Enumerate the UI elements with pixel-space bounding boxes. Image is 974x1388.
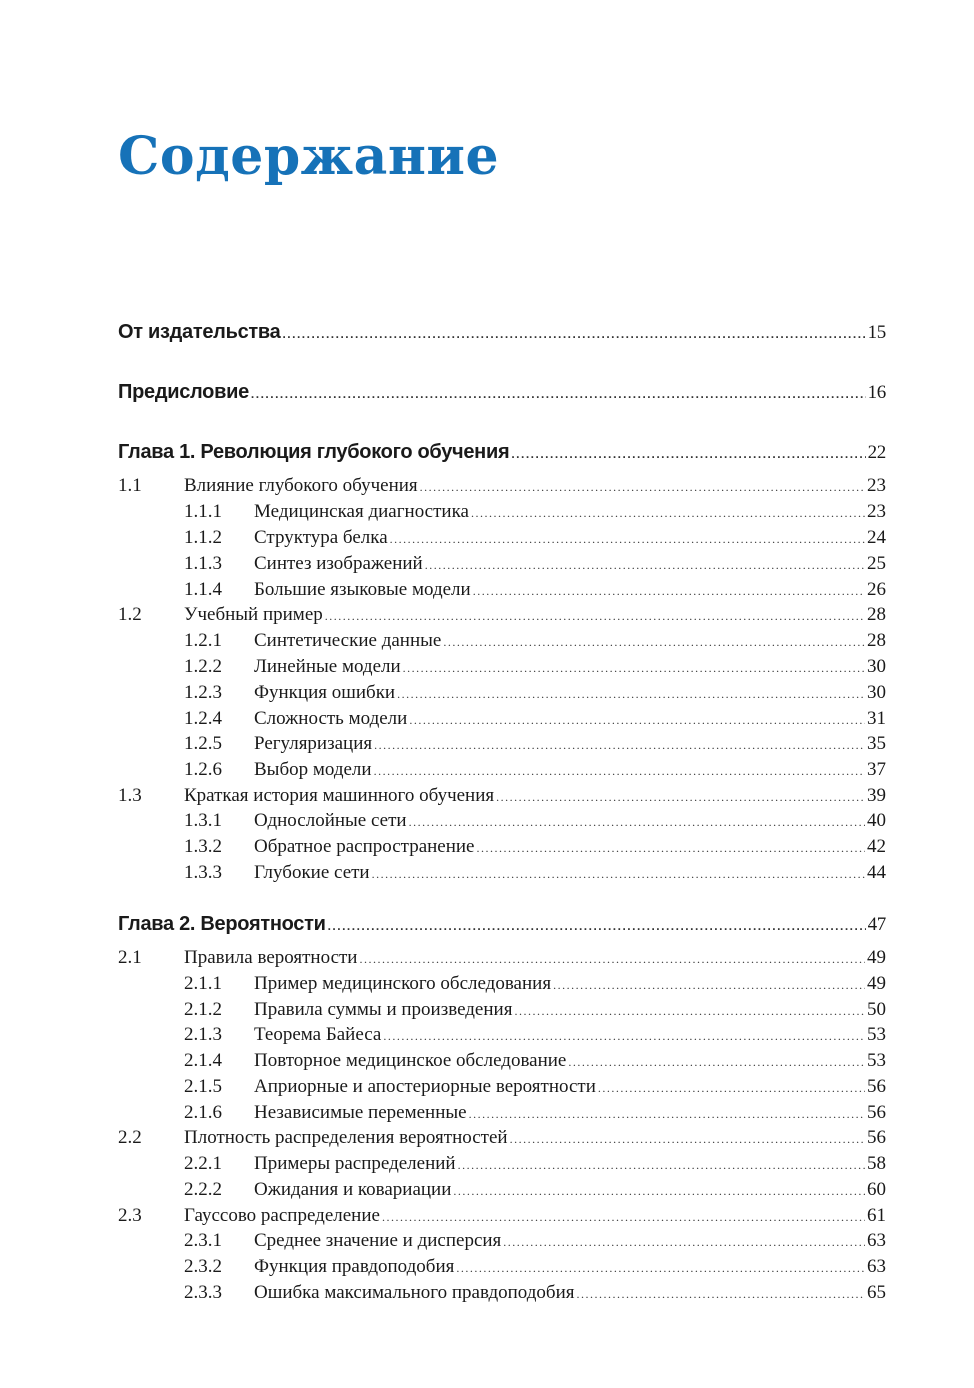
toc-entry-page: 56 [867, 1102, 886, 1123]
toc-entry-label: Правила вероятности [184, 947, 358, 968]
leader-dots [510, 1126, 865, 1152]
toc-entry-subsection[interactable] [118, 757, 886, 784]
toc-entry-number: 1.3.2 [184, 836, 222, 857]
toc-entry-label: Ошибка максимального правдоподобия [254, 1282, 575, 1303]
toc-entry-number: 2.2 [118, 1127, 142, 1148]
leader-dots [456, 1255, 865, 1281]
toc-entry-subsection[interactable] [118, 1254, 886, 1281]
toc-entry-number: 1.3 [118, 785, 142, 806]
toc-entry-page: 61 [867, 1205, 886, 1226]
toc-entry-label: Среднее значение и дисперсия [254, 1230, 502, 1251]
toc-entry-subsection[interactable] [118, 680, 886, 707]
toc-entry-page: 44 [867, 862, 886, 883]
toc-entry-section[interactable] [118, 1125, 886, 1152]
toc-entry-label: Влияние глубокого обучения [184, 475, 418, 496]
leader-dots [251, 381, 866, 407]
toc-entry-subsection[interactable] [118, 1048, 886, 1075]
toc-entry-page: 58 [867, 1153, 886, 1174]
leader-dots [374, 758, 865, 784]
toc-entry-front[interactable] [118, 319, 886, 347]
leader-dots [458, 1152, 865, 1178]
toc-entry-page: 23 [867, 475, 886, 496]
toc-entry-page: 53 [867, 1050, 886, 1071]
toc-entry-subsection[interactable] [118, 499, 886, 526]
toc-entry-number: 2.1.2 [184, 999, 222, 1020]
toc-entry-number: 1.2.3 [184, 682, 222, 703]
toc-entry-page: 53 [867, 1024, 886, 1045]
toc-entry-subsection[interactable] [118, 628, 886, 655]
leader-dots [577, 1281, 865, 1307]
leader-dots [397, 681, 865, 707]
toc-entry-number: 1.1 [118, 475, 142, 496]
toc-entry-number: 1.3.3 [184, 862, 222, 883]
toc-entry-number: 2.1 [118, 947, 142, 968]
toc-entry-label: Линейные модели [254, 656, 401, 677]
toc-entry-label: Глава 2. Вероятности [118, 913, 326, 935]
leader-dots [325, 603, 865, 629]
toc-entry-label: Однослойные сети [254, 810, 407, 831]
toc-entry-section[interactable] [118, 783, 886, 810]
leader-dots [372, 861, 865, 887]
leader-dots [598, 1075, 865, 1101]
toc-entry-page: 39 [867, 785, 886, 806]
toc-entry-page: 22 [867, 442, 886, 463]
toc-entry-subsection[interactable] [118, 731, 886, 758]
toc-entry-subsection[interactable] [118, 1074, 886, 1101]
leader-dots [496, 784, 865, 810]
leader-dots [359, 946, 865, 972]
toc-entry-page: 37 [867, 759, 886, 780]
toc-entry-label: Независимые переменные [254, 1102, 467, 1123]
toc-entry-section[interactable] [118, 945, 886, 972]
toc-entry-number: 1.1.2 [184, 527, 222, 548]
toc-entry-number: 1.3.1 [184, 810, 222, 831]
leader-dots [282, 321, 865, 347]
leader-dots [553, 972, 865, 998]
toc-entry-number: 1.2.1 [184, 630, 222, 651]
toc-entry-number: 1.2.6 [184, 759, 222, 780]
toc-entry-number: 2.3.2 [184, 1256, 222, 1277]
toc-entry-number: 1.1.1 [184, 501, 222, 522]
toc-entry-label: Функция ошибки [254, 682, 396, 703]
leader-dots [374, 732, 865, 758]
toc-entry-subsection[interactable] [118, 1177, 886, 1204]
page-title: Содержание [118, 126, 500, 187]
toc-entry-subsection[interactable] [118, 971, 886, 998]
toc-entry-page: 40 [867, 810, 886, 831]
toc-entry-number: 2.1.3 [184, 1024, 222, 1045]
toc-entry-label: Глубокие сети [254, 862, 370, 883]
toc-entry-label: Синтетические данные [254, 630, 442, 651]
toc-entry-page: 49 [867, 973, 886, 994]
toc-entry-label: Функция правдоподобия [254, 1256, 455, 1277]
leader-dots [443, 629, 865, 655]
toc-entry-label: Краткая история машинного обучения [184, 785, 495, 806]
toc-entry-label: Структура белка [254, 527, 388, 548]
toc-entry-number: 1.1.4 [184, 579, 222, 600]
toc-entry-label: Глава 1. Революция глубокого обучения [118, 441, 510, 463]
leader-dots [511, 441, 865, 467]
toc-entry-section[interactable] [118, 1203, 886, 1230]
toc-entry-number: 2.1.1 [184, 973, 222, 994]
toc-entry-page: 28 [867, 604, 886, 625]
toc-entry-label: Примеры распределений [254, 1153, 456, 1174]
toc-entry-subsection[interactable] [118, 577, 886, 604]
toc-entry-label: Большие языковые модели [254, 579, 471, 600]
toc-entry-subsection[interactable] [118, 997, 886, 1024]
toc-entry-subsection[interactable] [118, 706, 886, 733]
toc-entry-label: Обратное распространение [254, 836, 475, 857]
toc-entry-page: 60 [867, 1179, 886, 1200]
toc-entry-number: 1.2.4 [184, 708, 222, 729]
toc-entry-subsection[interactable] [118, 1280, 886, 1307]
leader-dots [568, 1049, 865, 1075]
toc-entry-number: 2.1.4 [184, 1050, 222, 1071]
toc-entry-label: Правила суммы и произведения [254, 999, 513, 1020]
toc-entry-label: Синтез изображений [254, 553, 423, 574]
toc-entry-page: 63 [867, 1230, 886, 1251]
leader-dots [425, 552, 865, 578]
toc-entry-page: 30 [867, 682, 886, 703]
toc-entry-number: 2.2.2 [184, 1179, 222, 1200]
toc-entry-label: Пример медицинского обследования [254, 973, 552, 994]
toc-entry-subsection[interactable] [118, 1151, 886, 1178]
toc-entry-label: Медицинская диагностика [254, 501, 469, 522]
toc-entry-page: 47 [867, 914, 886, 935]
toc-entry-number: 1.2.2 [184, 656, 222, 677]
toc-entry-subsection[interactable] [118, 860, 886, 887]
leader-dots [383, 1023, 865, 1049]
toc-entry-page: 28 [867, 630, 886, 651]
toc-entry-page: 50 [867, 999, 886, 1020]
toc-entry-number: 2.3 [118, 1205, 142, 1226]
toc-entry-label: Регуляризация [254, 733, 373, 754]
toc-entry-chapter[interactable] [118, 439, 886, 467]
leader-dots [328, 913, 866, 939]
leader-dots [409, 809, 865, 835]
leader-dots [403, 655, 865, 681]
leader-dots [382, 1204, 865, 1230]
toc-entry-label: Предисловие [118, 381, 249, 403]
toc-entry-number: 2.2.1 [184, 1153, 222, 1174]
toc-entry-front[interactable] [118, 379, 886, 407]
toc-entry-label: Повторное медицинское обследование [254, 1050, 567, 1071]
toc-entry-page: 31 [867, 708, 886, 729]
leader-dots [469, 1101, 865, 1127]
toc-entry-number: 1.2 [118, 604, 142, 625]
toc-entry-label: Ожидания и ковариации [254, 1179, 452, 1200]
toc-entry-page: 65 [867, 1282, 886, 1303]
toc-entry-page: 16 [867, 382, 886, 403]
toc-entry-number: 2.1.5 [184, 1076, 222, 1097]
toc-entry-page: 24 [867, 527, 886, 548]
leader-dots [409, 707, 865, 733]
toc-entry-label: Априорные и апостериорные вероятности [254, 1076, 596, 1097]
leader-dots [503, 1229, 865, 1255]
toc-entry-subsection[interactable] [118, 654, 886, 681]
toc-entry-number: 2.3.1 [184, 1230, 222, 1251]
toc-entry-number: 1.2.5 [184, 733, 222, 754]
leader-dots [473, 578, 865, 604]
toc-entry-section[interactable] [118, 473, 886, 500]
toc-entry-page: 15 [867, 322, 886, 343]
toc-entry-number: 1.1.3 [184, 553, 222, 574]
toc-entry-label: Выбор модели [254, 759, 372, 780]
toc-entry-label: Гауссово распределение [184, 1205, 380, 1226]
toc-entry-label: От издательства [118, 321, 281, 343]
leader-dots [471, 500, 865, 526]
leader-dots [420, 474, 865, 500]
toc-entry-section[interactable] [118, 602, 886, 629]
toc-entry-subsection[interactable] [118, 834, 886, 861]
toc-entry-label: Учебный пример [184, 604, 323, 625]
toc-entry-number: 2.1.6 [184, 1102, 222, 1123]
toc-entry-page: 56 [867, 1127, 886, 1148]
toc-entry-label: Плотность распределения вероятностей [184, 1127, 508, 1148]
toc-entry-subsection[interactable] [118, 1022, 886, 1049]
toc-entry-page: 42 [867, 836, 886, 857]
toc-entry-subsection[interactable] [118, 1228, 886, 1255]
toc-entry-page: 35 [867, 733, 886, 754]
toc-entry-page: 25 [867, 553, 886, 574]
toc-entry-page: 56 [867, 1076, 886, 1097]
leader-dots [514, 998, 865, 1024]
toc-entry-page: 49 [867, 947, 886, 968]
toc-entry-subsection[interactable] [118, 808, 886, 835]
toc-entry-label: Теорема Байеса [254, 1024, 382, 1045]
toc-entry-page: 23 [867, 501, 886, 522]
toc-entry-number: 2.3.3 [184, 1282, 222, 1303]
toc-entry-chapter[interactable] [118, 911, 886, 939]
toc-entry-page: 63 [867, 1256, 886, 1277]
toc-entry-subsection[interactable] [118, 525, 886, 552]
toc-entry-page: 30 [867, 656, 886, 677]
leader-dots [390, 526, 865, 552]
leader-dots [453, 1178, 865, 1204]
toc-entry-label: Сложность модели [254, 708, 408, 729]
toc-entry-subsection[interactable] [118, 551, 886, 578]
leader-dots [477, 835, 866, 861]
toc-entry-page: 26 [867, 579, 886, 600]
toc-entry-subsection[interactable] [118, 1100, 886, 1127]
